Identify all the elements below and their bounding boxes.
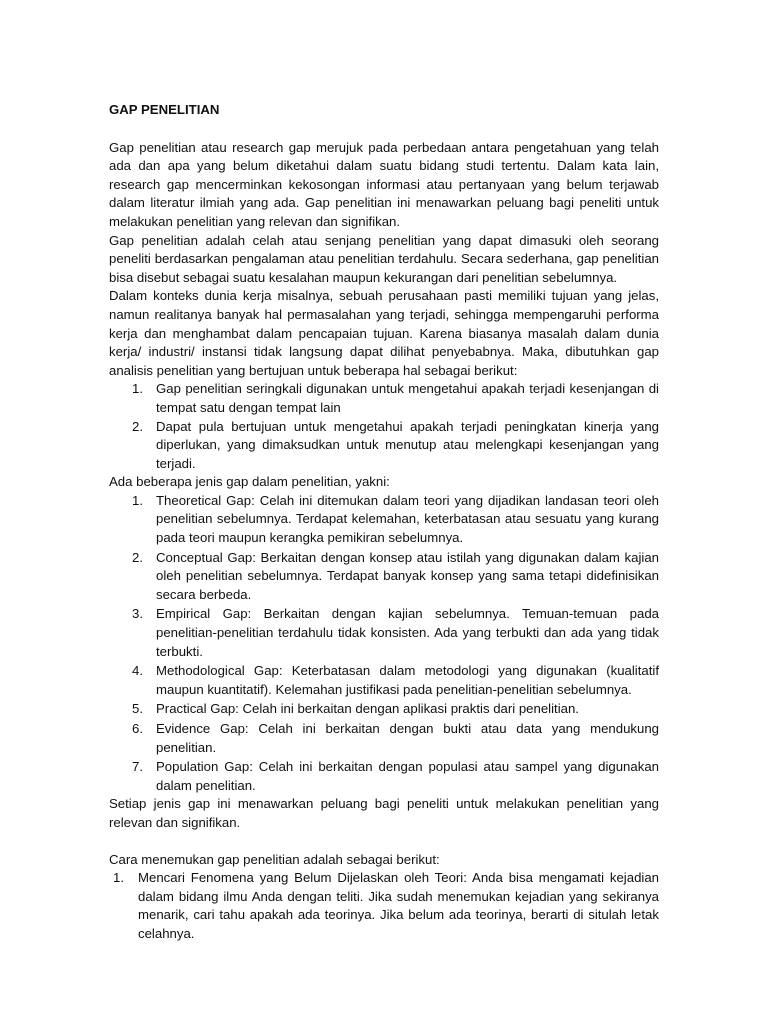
list-item [109,418,659,474]
paragraph-types-intro: Ada beberapa jenis gap dalam penelitian, yakni: [109,474,390,490]
document-body [109,101,659,944]
list-item [109,720,659,757]
list-number: 5. [132,701,143,717]
document-title: GAP PENELITIAN [109,102,220,117]
paragraph-definition: Gap penelitian atau research gap merujuk pada perbedaan antara pengetahuan yang telah ada dan apa yang belum diketahui dalam suatu bidang studi tertentu. Dalam kata lain, research gap mencerminkan kekosongan informasi atau pertanyaan yang belum terjawab dalam literatur ilmiah yang ada. Gap penelitian ini menawarkan peluang bagi peneliti untuk melakukan penelitian yang relevan dan signifikan. [109,139,659,229]
list-text: Practical Gap: Celah ini berkaitan dengan aplikasi praktis dari penelitian. [156,701,579,717]
list-text: Population Gap: Celah ini berkaitan dengan populasi atau sampel yang digunakan dalam penelitian. [156,759,659,793]
list-number: 2. [132,418,143,434]
list-text: Mencari Fenomena yang Belum Dijelaskan oleh Teori: Anda bisa mengamati kejadian dalam bidang ilmu Anda dengan teliti. Jika sudah menemukan kejadian yang sekiranya menarik, cari tahu apakah ada teorinya. Jika belum ada teorinya, berarti di situlah letak celahnya. [138,870,659,941]
list-item [109,869,659,943]
paragraph-find-intro: Cara menemukan gap penelitian adalah sebagai berikut: [109,851,440,867]
list-number: 4. [132,663,143,679]
gap-types-list [109,492,659,796]
list-number: 7. [132,759,143,775]
list-item [109,700,659,719]
list-text: Theoretical Gap: Celah ini ditemukan dalam teori yang dijadikan landasan teori oleh penelitian sebelumnya. Terdapat kelemahan, keterbatasan atau sesuatu yang kurang pada teori maupun kerangka pemikiran sebelumnya. [156,492,659,546]
list-text: Dapat pula bertujuan untuk mengetahui apakah terjadi peningkatan kinerja yang diperlukan, yang dimaksudkan untuk menutup atau melengkapi kesenjangan yang terjadi. [156,418,659,471]
list-number: 3. [132,606,143,622]
list-item [109,605,659,661]
purpose-list [109,380,659,473]
list-text: Conceptual Gap: Berkaitan dengan konsep atau istilah yang digunakan dalam kajian oleh penelitian sebelumnya. Terdapat banyak konsep yang sama tetapi didefinisikan secara berbeda. [156,549,659,602]
list-text: Evidence Gap: Celah ini berkaitan dengan bukti atau data yang mendukung penelitian. [156,721,659,755]
list-number: 6. [132,721,143,736]
paragraph-gap-explanation: Gap penelitian adalah celah atau senjang penelitian yang dapat dimasuki oleh seorang peneliti berdasarkan pengalaman atau penelitian terdahulu. Secara sederhana, gap penelitian bisa disebut sebagai suatu kesalahan maupun kekurangan dari penelitian sebelumnya. [109,232,659,285]
list-item [109,758,659,795]
list-item [109,549,659,605]
list-number: 2. [132,549,143,565]
list-item [109,380,659,417]
paragraph-work-context: Dalam konteks dunia kerja misalnya, sebuah perusahaan pasti memiliki tujuan yang jelas, namun realitanya banyak hal permasalahan yang terjadi, sehingga mempengaruhi performa kerja dan menghambat dalam pencapaian tujuan. Karena biasanya masalah dalam dunia kerja/ industri/ instansi tidak langsung dapat dilihat penyebabnya. Maka, dibutuhkan gap analisis penelitian yang bertujuan untuk beberapa hal sebagai berikut: [109,288,659,378]
list-number: 1. [113,870,124,886]
paragraph-types-closing: Setiap jenis gap ini menawarkan peluang bagi peneliti untuk melakukan penelitian yang relevan dan signifikan. [109,796,659,830]
list-item [109,662,659,699]
list-number: 1. [132,492,143,508]
list-text: Methodological Gap: Keterbatasan dalam metodologi yang digunakan (kualitatif maupun kuantitatif). Kelemahan justifikasi pada penelitian-penelitian sebelumnya. [156,663,659,697]
find-gap-list [109,869,659,943]
list-number: 1. [132,381,143,397]
list-item [109,492,659,548]
list-text: Gap penelitian seringkali digunakan untuk mengetahui apakah terjadi kesenjangan di tempat satu dengan tempat lain [156,381,659,415]
list-text: Empirical Gap: Berkaitan dengan kajian sebelumnya. Temuan-temuan pada penelitian-penelitian terdahulu tidak konsisten. Ada yang terbukti dan ada yang tidak terbukti. [156,606,659,659]
section-spacer [109,833,659,851]
